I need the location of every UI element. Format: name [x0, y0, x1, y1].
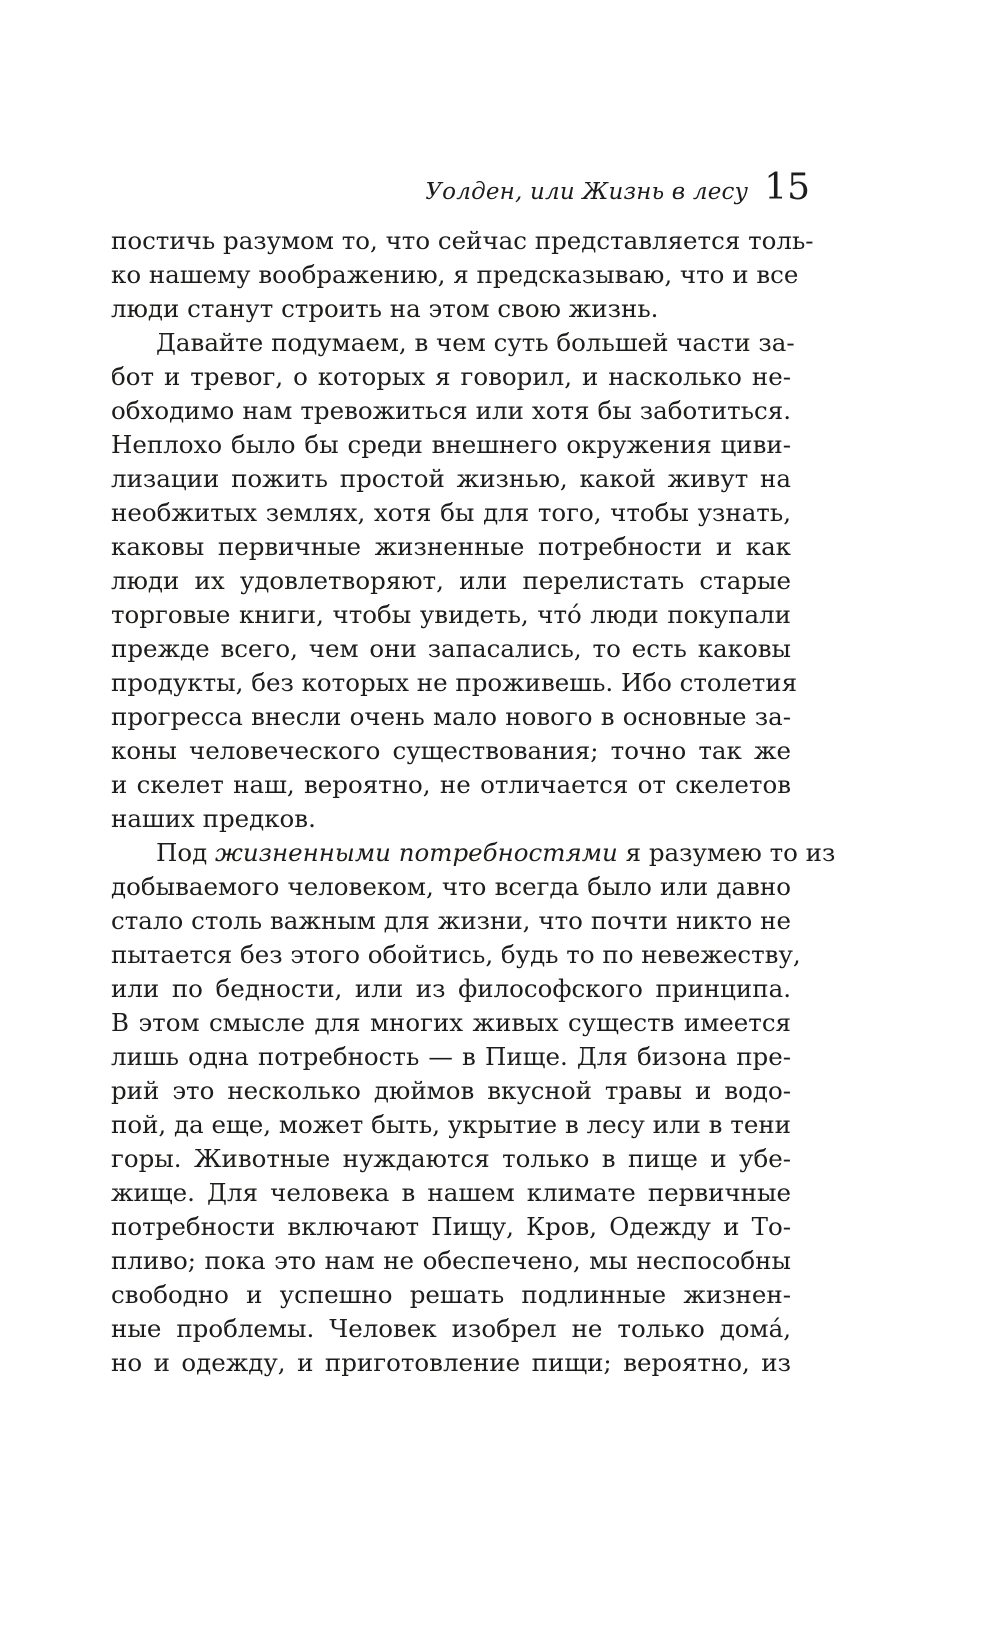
text-line: рий это несколько дюймов вкусной травы и водо- — [111, 1076, 791, 1105]
text-line: постичь разумом то, что сейчас представляется толь- — [111, 226, 814, 255]
text-line: но и одежду, и приготовление пищи; вероятно, из — [111, 1348, 791, 1377]
running-head — [425, 167, 810, 208]
text-line: лизации пожить простой жизнью, какой живут на — [111, 464, 791, 493]
body-text — [111, 224, 836, 1380]
text-line: продукты, без которых не проживешь. Ибо столетия — [111, 668, 798, 697]
text-line: Давайте подумаем, в чем суть большей части за- — [156, 328, 795, 357]
text-line: пливо; пока это нам не обеспечено, мы неспособны — [111, 1246, 791, 1275]
text-line: пой, да еще, может быть, укрытие в лесу или в тени — [111, 1110, 791, 1139]
text-line: добываемого человеком, что всегда было или давно — [111, 872, 791, 901]
text-line: люди станут строить на этом свою жизнь. — [111, 294, 659, 323]
text-line: жище. Для человека в нашем климате первичные — [111, 1178, 791, 1207]
text-line: или по бедности, или из философского принципа. — [111, 974, 791, 1003]
text-line: наших предков. — [111, 804, 316, 833]
text-line: и скелет наш, вероятно, не отличается от скелетов — [111, 770, 791, 799]
text-line: прогресса внесли очень мало нового в основные за- — [111, 702, 791, 731]
text-segment: Под — [156, 838, 215, 867]
text-line: пытается без этого обойтись, будь то по невежеству, — [111, 940, 801, 969]
text-line: ко нашему воображению, я предсказываю, что и все — [111, 260, 799, 289]
text-line: В этом смысле для многих живых существ имеется — [111, 1008, 791, 1037]
text-line-with-emphasis — [111, 836, 836, 870]
text-line: обходимо нам тревожиться или хотя бы заботиться. — [111, 396, 791, 425]
emphasis-term: жизненными потребностями — [215, 838, 618, 867]
text-line: горы. Животные нуждаются только в пище и убе- — [111, 1144, 791, 1173]
text-line: потребности включают Пищу, Кров, Одежду и То- — [111, 1212, 791, 1241]
text-line: коны человеческого существования; точно так же — [111, 736, 791, 765]
text-line: каковы первичные жизненные потребности и как — [111, 532, 791, 561]
text-segment: я разумею то из — [617, 838, 836, 867]
page-number: 15 — [764, 167, 810, 208]
text-line: люди их удовлетворяют, или перелистать старые — [111, 566, 791, 595]
text-line: бот и тревог, о которых я говорил, и насколько не- — [111, 362, 791, 391]
text-line: прежде всего, чем они запасались, то есть каковы — [111, 634, 791, 663]
text-line: ные проблемы. Человек изобрел не только дома́, — [111, 1314, 791, 1343]
text-line: стало столь важным для жизни, что почти никто не — [111, 906, 791, 935]
text-line: свободно и успешно решать подлинные жизнен- — [111, 1280, 791, 1309]
text-line: Неплохо было бы среди внешнего окружения циви- — [111, 430, 791, 459]
running-title: Уолден, или Жизнь в лесу — [425, 179, 749, 205]
text-line: торговые книги, чтобы увидеть, что́ люди покупали — [111, 600, 791, 629]
text-line: лишь одна потребность — в Пище. Для бизона пре- — [111, 1042, 791, 1071]
text-line: необжитых землях, хотя бы для того, чтобы узнать, — [111, 498, 791, 527]
